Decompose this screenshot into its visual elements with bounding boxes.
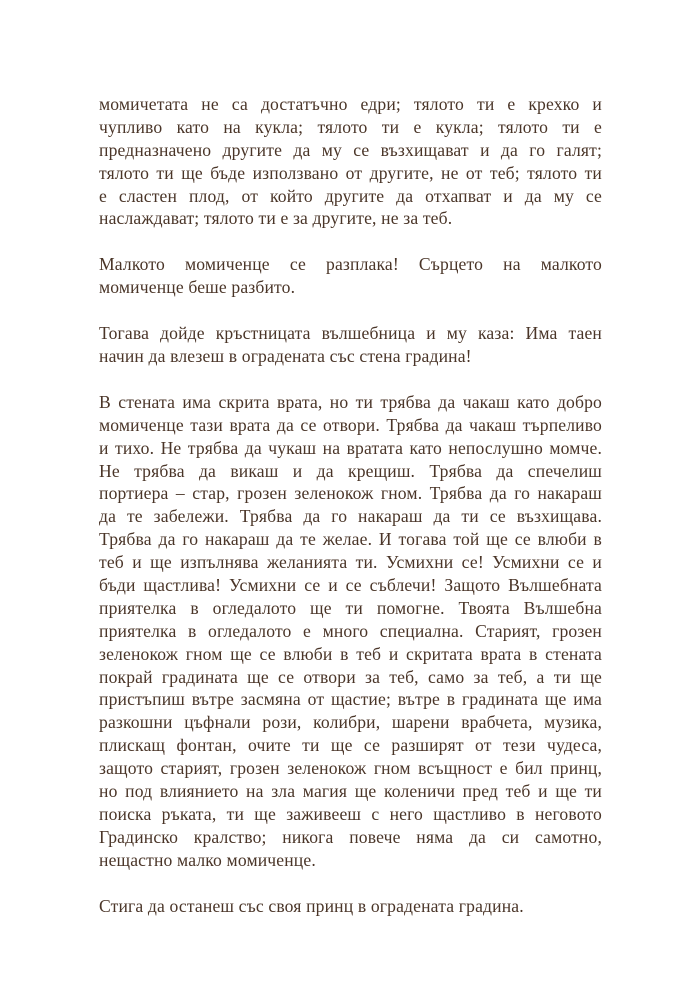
paragraph-3 [99,322,602,368]
text-line: В стената има скрита врата, но ти трябва да чакаш като добро [99,391,602,412]
text-line: Градинско кралство; никога повече няма да си самотно, [99,826,602,847]
text-line: пристъпиш вътре засмяна от щастие; вътре в градината ще има [99,689,602,710]
text-line: Тогава дойде кръстницата вълшебница и му каза: Има таен [99,323,602,344]
text-line: предназначено другите да му се възхищават и да го галят; [99,139,602,160]
text-line: но под влиянието на зла магия ще коленичи пред теб и ще ти [99,781,602,802]
text-line: портиера – стар, грозен зеленокож гном. Трябва да го накараш [99,483,602,504]
text-line: момичетата не са достатъчно едри; тялото ти е крехко и [99,94,602,114]
text-line: покрай градината ще се отвори за теб, само за теб, а ти ще [99,666,602,687]
text-line: теб и ще изпълнява желанията ти. Усмихни се! Усмихни се и [99,552,602,573]
text-line: Не трябва да викаш и да крещиш. Трябва да спечелиш [99,460,602,481]
text-line: да те забележи. Трябва да го накараш да ти се възхищава. [99,506,602,527]
text-line: Трябва да го накараш да те желае. И тогава той ще се влюби в [99,529,602,550]
text-line: плискащ фонтан, очите ти ще се разширят от тези чудеса, [99,735,602,756]
paragraph-5 [99,895,602,918]
text-line: момиченце тази врата да се отвори. Трябва да чакаш търпеливо [99,414,602,435]
paragraph-1 [99,93,602,230]
paragraph-2 [99,253,602,299]
text-line: момиченце беше разбито. [99,277,296,298]
body-text [99,93,602,941]
text-line: и тихо. Не трябва да чукаш на вратата като непослушно момче. [99,437,602,458]
text-line: начин да влезеш в оградената със стена градина! [99,346,472,367]
text-line: разкошни цъфнали рози, колибри, шарени врабчета, музика, [99,712,602,733]
text-line: е сластен плод, от който другите да отхапват и да му се [99,185,602,206]
text-line: Стига да останеш със своя принц в оградената градина. [99,895,524,916]
text-line: Малкото момиченце се разплака! Сърцето на малкото [99,254,602,275]
text-line: наслаждават; тялото ти е за другите, не за теб. [99,208,453,229]
text-line: поиска ръката, ти ще заживееш с него щастливо в неговото [99,803,602,824]
text-line: тялото ти ще бъде използвано от другите, не от теб; тялото ти [99,162,602,183]
text-line: чупливо като на кукла; тялото ти е кукла; тялото ти е [99,116,602,137]
text-line: бъди щастлива! Усмихни се и се съблечи! Защото Вълшебната [99,575,602,596]
text-line: приятелка в огледалото ще ти помогне. Твоята Вълшебна [99,597,602,618]
text-line: защото старият, грозен зеленокож гном всъщност е бил принц, [99,758,602,779]
text-line: нещастно малко момиченце. [99,849,316,870]
paragraph-4 [99,391,602,872]
text-line: зеленокож гном ще се влюби в теб и скритата врата в стената [99,643,602,664]
text-line: приятелка в огледалото е много специална. Старият, грозен [99,620,602,641]
